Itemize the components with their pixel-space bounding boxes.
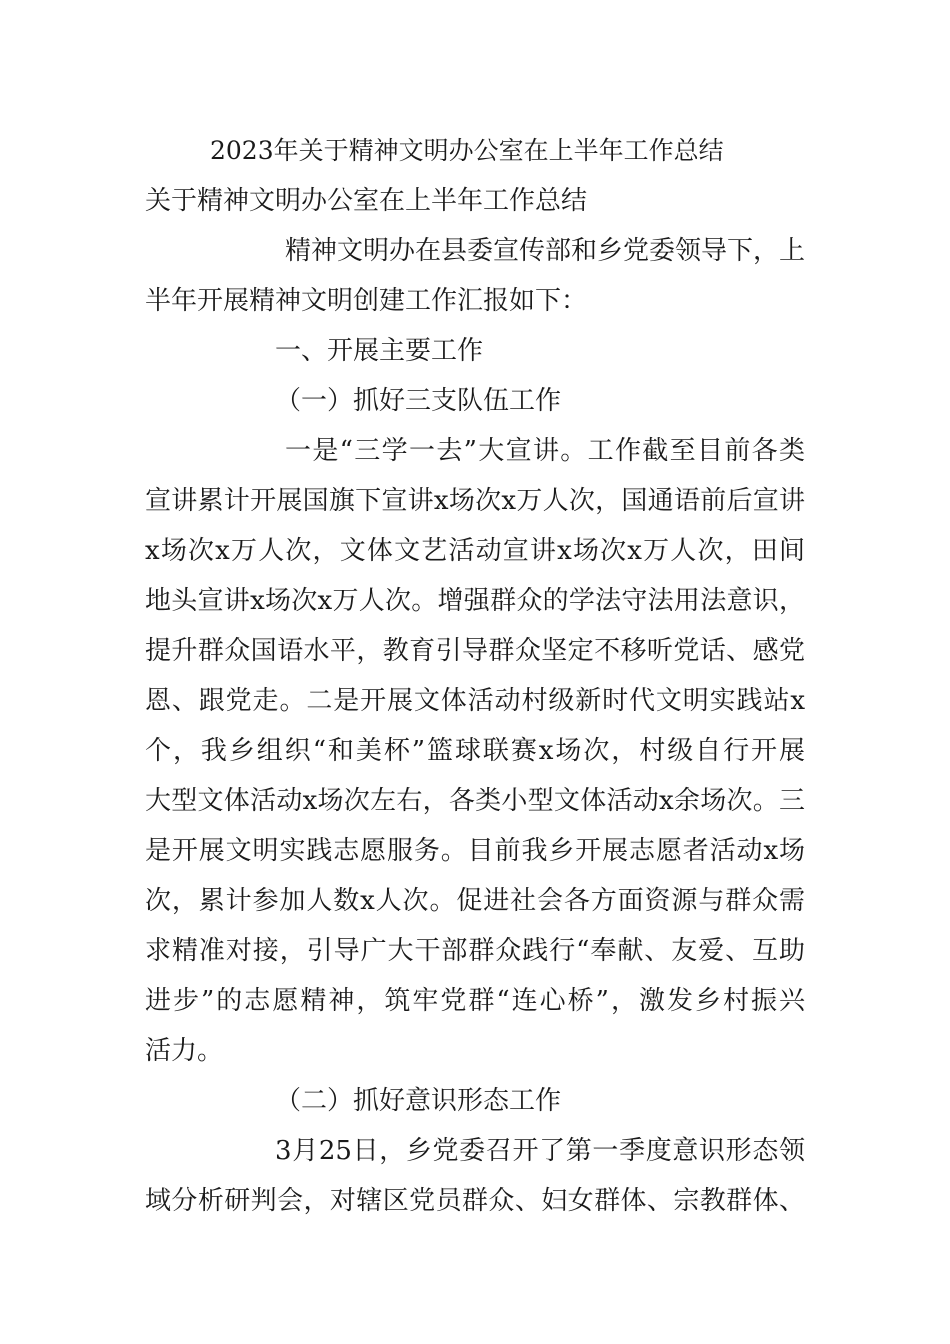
paragraph-line: 宣讲累计开展国旗下宣讲x场次x万人次，国通语前后宣讲: [145, 486, 805, 516]
document-title: 2023年关于精神文明办公室在上半年工作总结: [210, 136, 724, 165]
paragraph-line: 活力。: [145, 1036, 224, 1066]
paragraph-line: 进步”的志愿精神，筑牢党群“连心桥”，激发乡村振兴: [145, 986, 805, 1016]
paragraph-line: 一是“三学一去”大宣讲。工作截至目前各类: [285, 436, 805, 466]
document-subtitle: 关于精神文明办公室在上半年工作总结: [145, 186, 588, 216]
paragraph-line: 次，累计参加人数x人次。促进社会各方面资源与群众需: [145, 886, 805, 916]
paragraph-line: x场次x万人次，文体文艺活动宣讲x场次x万人次，田间: [145, 536, 805, 566]
section-heading: 一、开展主要工作: [275, 336, 484, 366]
subsection-heading-1: （一）抓好三支队伍工作: [275, 386, 562, 416]
paragraph-line: 恩、跟党走。二是开展文体活动村级新时代文明实践站x: [145, 686, 805, 716]
paragraph-line: 域分析研判会，对辖区党员群众、妇女群体、宗教群体、: [145, 1186, 805, 1216]
subsection-heading-2: （二）抓好意识形态工作: [275, 1086, 562, 1116]
paragraph-line: 3月25日，乡党委召开了第一季度意识形态领: [275, 1136, 805, 1166]
paragraph-line: 地头宣讲x场次x万人次。增强群众的学法守法用法意识，: [145, 586, 805, 616]
paragraph-line: 是开展文明实践志愿服务。目前我乡开展志愿者活动x场: [145, 836, 805, 866]
paragraph-line: 求精准对接，引导广大干部群众践行“奉献、友爱、互助: [145, 936, 805, 966]
intro-line-2: 半年开展精神文明创建工作汇报如下：: [145, 286, 588, 316]
paragraph-line: 个，我乡组织“和美杯”篮球联赛x场次，村级自行开展: [145, 736, 805, 766]
paragraph-line: 大型文体活动x场次左右，各类小型文体活动x余场次。三: [145, 786, 805, 816]
paragraph-line: 提升群众国语水平，教育引导群众坚定不移听党话、感党: [145, 636, 805, 666]
intro-line-1: 精神文明办在县委宣传部和乡党委领导下，上: [285, 236, 806, 266]
